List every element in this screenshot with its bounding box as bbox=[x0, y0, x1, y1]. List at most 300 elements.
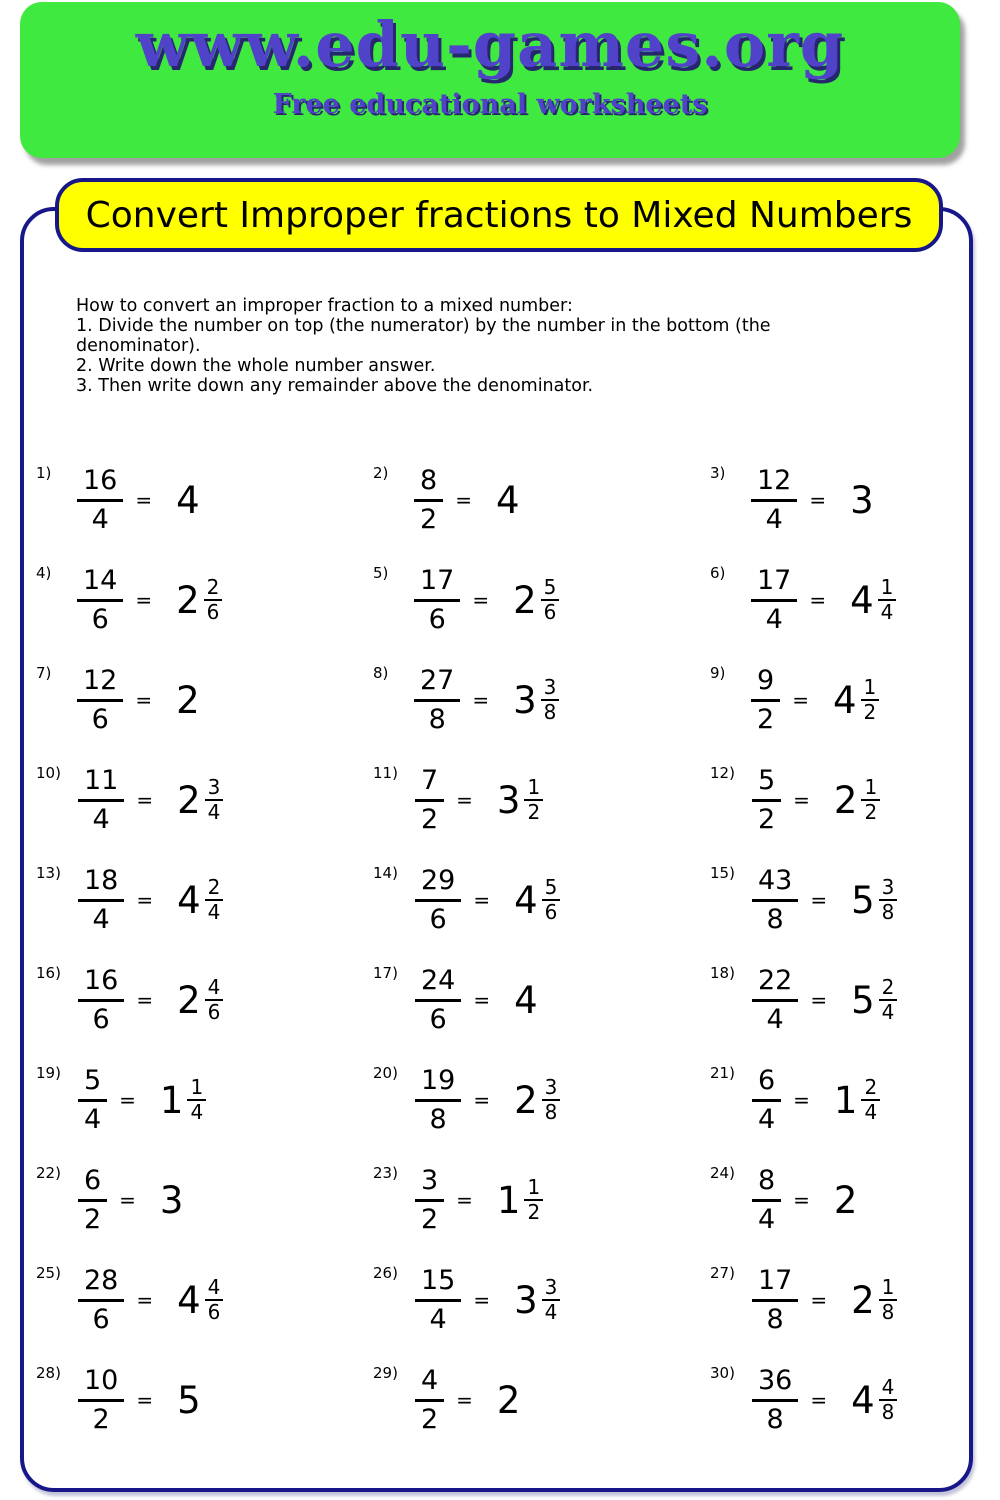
answer-fraction bbox=[205, 1277, 224, 1323]
answer-fraction-numerator: 3 bbox=[542, 1077, 561, 1101]
improper-fraction bbox=[752, 966, 798, 1035]
problem bbox=[24, 650, 361, 750]
answer bbox=[160, 1077, 206, 1123]
fraction-denominator: 4 bbox=[765, 503, 783, 535]
answer bbox=[514, 1277, 560, 1323]
site-tagline: Free educational worksheets bbox=[272, 89, 708, 120]
problem-number: 8) bbox=[373, 664, 389, 682]
answer-fraction-numerator: 4 bbox=[205, 1277, 224, 1301]
fraction-numerator: 15 bbox=[415, 1266, 461, 1302]
instruction-step-1: 1. Divide the number on top (the numerator) by the number in the bottom (the denominator). bbox=[76, 316, 771, 356]
problem bbox=[698, 1150, 964, 1250]
answer bbox=[834, 1077, 880, 1123]
answer-fraction-numerator: 5 bbox=[542, 877, 561, 901]
improper-fraction bbox=[415, 1066, 461, 1135]
instructions bbox=[76, 296, 824, 396]
answer bbox=[497, 777, 543, 823]
fraction-numerator: 14 bbox=[77, 566, 123, 602]
answer bbox=[513, 577, 559, 623]
answer-whole-number: 2 bbox=[851, 1278, 875, 1322]
fraction-numerator: 3 bbox=[415, 1166, 444, 1202]
fraction-numerator: 16 bbox=[78, 966, 124, 1002]
problem-number: 15) bbox=[710, 864, 735, 882]
answer-fraction-denominator: 6 bbox=[206, 600, 220, 624]
fraction-numerator: 11 bbox=[78, 766, 124, 802]
fraction-denominator: 6 bbox=[91, 703, 109, 735]
answer-fraction bbox=[879, 1377, 898, 1423]
answer-fraction bbox=[861, 777, 880, 823]
answer bbox=[177, 977, 223, 1023]
improper-fraction bbox=[78, 1266, 124, 1335]
improper-fraction bbox=[415, 1266, 461, 1335]
equals-sign: = bbox=[456, 788, 473, 812]
problem-number: 10) bbox=[36, 764, 61, 782]
answer-fraction-denominator: 6 bbox=[544, 900, 558, 924]
improper-fraction bbox=[78, 1366, 124, 1435]
improper-fraction bbox=[751, 666, 780, 735]
fraction-denominator: 2 bbox=[420, 803, 439, 835]
equals-sign: = bbox=[135, 688, 153, 712]
answer bbox=[851, 877, 897, 923]
improper-fraction bbox=[78, 966, 124, 1035]
answer bbox=[160, 1179, 184, 1222]
answer-whole-number: 4 bbox=[495, 478, 520, 522]
fraction-denominator: 8 bbox=[766, 1303, 784, 1335]
problem-number: 21) bbox=[710, 1064, 735, 1082]
problem bbox=[24, 1350, 361, 1450]
answer-fraction bbox=[879, 1277, 898, 1323]
improper-fraction bbox=[415, 1166, 444, 1235]
answer-fraction bbox=[541, 677, 560, 723]
site-url: www.edu-games.org bbox=[135, 8, 845, 81]
fraction-numerator: 4 bbox=[415, 1366, 444, 1402]
improper-fraction bbox=[414, 466, 443, 535]
answer-fraction-denominator: 2 bbox=[527, 800, 541, 824]
answer bbox=[851, 977, 897, 1023]
worksheet-title: Convert Improper fractions to Mixed Numbers bbox=[85, 194, 913, 236]
problems-grid bbox=[24, 450, 964, 1450]
problem-number: 1) bbox=[36, 464, 52, 482]
improper-fraction bbox=[415, 866, 461, 935]
problem bbox=[361, 1350, 698, 1450]
problem bbox=[24, 450, 361, 550]
problem-number: 25) bbox=[36, 1264, 61, 1282]
fraction-denominator: 2 bbox=[757, 703, 775, 735]
problem-number: 18) bbox=[710, 964, 735, 982]
answer-fraction-numerator: 1 bbox=[861, 677, 880, 701]
answer-fraction-numerator: 1 bbox=[524, 777, 543, 801]
equals-sign: = bbox=[119, 1088, 136, 1112]
answer-fraction-numerator: 2 bbox=[861, 1077, 880, 1101]
answer-fraction-numerator: 1 bbox=[187, 1077, 206, 1101]
answer-fraction-denominator: 8 bbox=[881, 900, 895, 924]
fraction-denominator: 2 bbox=[420, 1403, 439, 1435]
answer-fraction bbox=[542, 1077, 561, 1123]
answer bbox=[514, 877, 560, 923]
answer-whole-number: 1 bbox=[496, 1178, 521, 1222]
problem-number: 13) bbox=[36, 864, 61, 882]
fraction-numerator: 12 bbox=[751, 466, 797, 502]
problem-number: 5) bbox=[373, 564, 389, 582]
answer-fraction bbox=[861, 1077, 880, 1123]
fraction-numerator: 17 bbox=[751, 566, 797, 602]
fraction-numerator: 10 bbox=[78, 1366, 124, 1402]
problem bbox=[361, 1050, 698, 1150]
fraction-numerator: 9 bbox=[751, 666, 780, 702]
answer-fraction-numerator: 3 bbox=[205, 777, 224, 801]
improper-fraction bbox=[77, 566, 123, 635]
fraction-numerator: 5 bbox=[78, 1066, 107, 1102]
equals-sign: = bbox=[136, 1288, 154, 1312]
problem bbox=[24, 1250, 361, 1350]
answer-whole-number: 4 bbox=[514, 978, 538, 1022]
answer-fraction-numerator: 4 bbox=[205, 977, 224, 1001]
problem bbox=[24, 850, 361, 950]
problem bbox=[361, 750, 698, 850]
answer bbox=[177, 777, 223, 823]
answer bbox=[177, 877, 223, 923]
answer-fraction bbox=[524, 777, 543, 823]
answer-fraction bbox=[541, 577, 560, 623]
answer-whole-number: 4 bbox=[177, 1278, 201, 1322]
answer bbox=[850, 577, 896, 623]
answer-whole-number: 2 bbox=[513, 578, 537, 622]
answer-fraction-numerator: 1 bbox=[879, 1277, 898, 1301]
fraction-numerator: 22 bbox=[752, 966, 798, 1002]
answer bbox=[834, 1179, 858, 1222]
answer bbox=[497, 1379, 521, 1422]
fraction-numerator: 28 bbox=[78, 1266, 124, 1302]
fraction-denominator: 4 bbox=[766, 1003, 784, 1035]
answer-fraction-denominator: 4 bbox=[544, 1300, 558, 1324]
fraction-denominator: 4 bbox=[765, 603, 783, 635]
answer-fraction-denominator: 4 bbox=[864, 1100, 878, 1124]
problem-number: 9) bbox=[710, 664, 726, 682]
improper-fraction bbox=[415, 966, 461, 1035]
answer-fraction-denominator: 8 bbox=[881, 1400, 895, 1424]
equals-sign: = bbox=[809, 588, 827, 612]
problem-number: 22) bbox=[36, 1164, 61, 1182]
answer-whole-number: 3 bbox=[514, 1278, 538, 1322]
improper-fraction bbox=[414, 566, 460, 635]
problem bbox=[24, 1150, 361, 1250]
equals-sign: = bbox=[136, 888, 154, 912]
answer-fraction-numerator: 2 bbox=[204, 577, 223, 601]
answer-fraction-denominator: 2 bbox=[864, 800, 878, 824]
equals-sign: = bbox=[456, 1388, 473, 1412]
problem bbox=[361, 450, 698, 550]
answer bbox=[177, 1379, 201, 1422]
answer-fraction-denominator: 2 bbox=[863, 700, 877, 724]
answer bbox=[851, 1277, 897, 1323]
answer-whole-number: 2 bbox=[177, 778, 201, 822]
problem bbox=[698, 1050, 964, 1150]
fraction-numerator: 36 bbox=[752, 1366, 798, 1402]
problem bbox=[361, 850, 698, 950]
answer-fraction-numerator: 1 bbox=[878, 577, 897, 601]
answer-whole-number: 5 bbox=[851, 878, 875, 922]
answer bbox=[834, 777, 880, 823]
fraction-denominator: 6 bbox=[92, 1303, 110, 1335]
fraction-numerator: 16 bbox=[77, 466, 123, 502]
answer bbox=[176, 679, 200, 722]
answer bbox=[850, 479, 874, 522]
fraction-numerator: 8 bbox=[752, 1166, 781, 1202]
equals-sign: = bbox=[472, 688, 490, 712]
equals-sign: = bbox=[810, 888, 828, 912]
problem bbox=[361, 1150, 698, 1250]
fraction-denominator: 6 bbox=[428, 603, 446, 635]
fraction-denominator: 6 bbox=[92, 1003, 110, 1035]
worksheet-title-bar bbox=[55, 178, 943, 252]
answer-fraction bbox=[542, 1277, 561, 1323]
improper-fraction bbox=[414, 666, 460, 735]
fraction-numerator: 7 bbox=[415, 766, 444, 802]
problem-number: 29) bbox=[373, 1364, 398, 1382]
equals-sign: = bbox=[136, 988, 154, 1012]
answer-fraction-denominator: 6 bbox=[207, 1300, 221, 1324]
problem-number: 30) bbox=[710, 1364, 735, 1382]
fraction-numerator: 18 bbox=[78, 866, 124, 902]
fraction-denominator: 8 bbox=[429, 1103, 447, 1135]
answer bbox=[496, 479, 520, 522]
problem bbox=[698, 950, 964, 1050]
answer-fraction-denominator: 8 bbox=[881, 1300, 895, 1324]
fraction-numerator: 29 bbox=[415, 866, 461, 902]
equals-sign: = bbox=[792, 688, 809, 712]
equals-sign: = bbox=[473, 888, 491, 912]
problem-number: 2) bbox=[373, 464, 389, 482]
instruction-step-3: 3. Then write down any remainder above the denominator. bbox=[76, 376, 594, 396]
problem-number: 12) bbox=[710, 764, 735, 782]
improper-fraction bbox=[752, 1166, 781, 1235]
answer-fraction-denominator: 8 bbox=[543, 700, 557, 724]
problem bbox=[24, 950, 361, 1050]
improper-fraction bbox=[415, 1366, 444, 1435]
equals-sign: = bbox=[793, 1188, 810, 1212]
answer-whole-number: 4 bbox=[850, 578, 874, 622]
answer-whole-number: 2 bbox=[496, 1378, 521, 1422]
answer-whole-number: 1 bbox=[159, 1078, 184, 1122]
site-header-banner bbox=[20, 2, 960, 158]
fraction-denominator: 4 bbox=[757, 1103, 776, 1135]
answer bbox=[176, 479, 200, 522]
improper-fraction bbox=[78, 766, 124, 835]
fraction-denominator: 6 bbox=[91, 603, 109, 635]
equals-sign: = bbox=[136, 788, 154, 812]
equals-sign: = bbox=[135, 588, 153, 612]
answer-whole-number: 5 bbox=[851, 978, 875, 1022]
problem-number: 6) bbox=[710, 564, 726, 582]
equals-sign: = bbox=[809, 488, 827, 512]
answer-fraction-numerator: 3 bbox=[879, 877, 898, 901]
problem-number: 4) bbox=[36, 564, 52, 582]
answer-whole-number: 3 bbox=[159, 1178, 184, 1222]
fraction-denominator: 2 bbox=[420, 1203, 439, 1235]
fraction-numerator: 27 bbox=[414, 666, 460, 702]
answer-whole-number: 4 bbox=[832, 678, 857, 722]
fraction-denominator: 6 bbox=[429, 903, 447, 935]
answer-whole-number: 4 bbox=[514, 878, 538, 922]
problem-number: 17) bbox=[373, 964, 398, 982]
answer-whole-number: 4 bbox=[177, 878, 201, 922]
problem-number: 16) bbox=[36, 964, 61, 982]
equals-sign: = bbox=[473, 1288, 491, 1312]
answer-whole-number: 2 bbox=[833, 778, 858, 822]
answer-fraction bbox=[205, 777, 224, 823]
fraction-denominator: 8 bbox=[766, 1403, 784, 1435]
improper-fraction bbox=[78, 1066, 107, 1135]
equals-sign: = bbox=[472, 588, 490, 612]
problem-number: 24) bbox=[710, 1164, 735, 1182]
answer-fraction-numerator: 3 bbox=[542, 1277, 561, 1301]
answer-fraction bbox=[861, 677, 880, 723]
problem bbox=[24, 550, 361, 650]
fraction-numerator: 12 bbox=[77, 666, 123, 702]
improper-fraction bbox=[752, 1066, 781, 1135]
answer-fraction bbox=[879, 877, 898, 923]
equals-sign: = bbox=[473, 1088, 491, 1112]
answer-whole-number: 2 bbox=[514, 1078, 538, 1122]
answer-whole-number: 4 bbox=[176, 478, 200, 522]
problem-number: 26) bbox=[373, 1264, 398, 1282]
answer-fraction bbox=[205, 977, 224, 1023]
problem bbox=[24, 1050, 361, 1150]
problem bbox=[24, 750, 361, 850]
problem-number: 19) bbox=[36, 1064, 61, 1082]
answer-fraction-denominator: 4 bbox=[207, 900, 221, 924]
fraction-denominator: 2 bbox=[420, 503, 438, 535]
fraction-numerator: 17 bbox=[752, 1266, 798, 1302]
fraction-denominator: 2 bbox=[83, 1203, 102, 1235]
equals-sign: = bbox=[793, 1088, 810, 1112]
answer-whole-number: 4 bbox=[851, 1378, 875, 1422]
answer-whole-number: 3 bbox=[513, 678, 537, 722]
problem bbox=[698, 1350, 964, 1450]
answer bbox=[833, 677, 879, 723]
problem-number: 14) bbox=[373, 864, 398, 882]
problem bbox=[698, 850, 964, 950]
equals-sign: = bbox=[473, 988, 491, 1012]
fraction-denominator: 4 bbox=[757, 1203, 776, 1235]
fraction-numerator: 43 bbox=[752, 866, 798, 902]
answer-fraction-denominator: 6 bbox=[207, 1000, 221, 1024]
equals-sign: = bbox=[456, 1188, 473, 1212]
answer bbox=[514, 979, 538, 1022]
answer-fraction bbox=[204, 577, 223, 623]
instruction-step-2: 2. Write down the whole number answer. bbox=[76, 356, 436, 376]
fraction-denominator: 8 bbox=[428, 703, 446, 735]
problem-number: 11) bbox=[373, 764, 398, 782]
fraction-denominator: 4 bbox=[92, 903, 110, 935]
problem-number: 28) bbox=[36, 1364, 61, 1382]
problem bbox=[361, 950, 698, 1050]
fraction-numerator: 17 bbox=[414, 566, 460, 602]
improper-fraction bbox=[752, 1266, 798, 1335]
answer-fraction-numerator: 1 bbox=[861, 777, 880, 801]
improper-fraction bbox=[77, 666, 123, 735]
answer bbox=[176, 577, 222, 623]
answer-fraction-denominator: 4 bbox=[881, 1000, 895, 1024]
answer-whole-number: 2 bbox=[176, 578, 200, 622]
answer-fraction-denominator: 4 bbox=[880, 600, 894, 624]
problem bbox=[698, 750, 964, 850]
answer-fraction-numerator: 5 bbox=[541, 577, 560, 601]
answer-fraction bbox=[524, 1177, 543, 1223]
answer bbox=[177, 1277, 223, 1323]
problem-number: 7) bbox=[36, 664, 52, 682]
fraction-numerator: 5 bbox=[752, 766, 781, 802]
answer-fraction-numerator: 4 bbox=[879, 1377, 898, 1401]
answer-fraction-denominator: 4 bbox=[190, 1100, 204, 1124]
fraction-denominator: 4 bbox=[83, 1103, 102, 1135]
answer-fraction-numerator: 2 bbox=[879, 977, 898, 1001]
problem-number: 20) bbox=[373, 1064, 398, 1082]
answer-whole-number: 3 bbox=[496, 778, 521, 822]
answer-fraction-numerator: 2 bbox=[205, 877, 224, 901]
fraction-denominator: 2 bbox=[757, 803, 776, 835]
answer-whole-number: 2 bbox=[833, 1178, 858, 1222]
equals-sign: = bbox=[135, 488, 153, 512]
fraction-denominator: 4 bbox=[91, 503, 109, 535]
problem-number: 27) bbox=[710, 1264, 735, 1282]
answer-fraction bbox=[542, 877, 561, 923]
problem-number: 3) bbox=[710, 464, 726, 482]
answer bbox=[513, 677, 559, 723]
fraction-numerator: 8 bbox=[414, 466, 443, 502]
answer-whole-number: 1 bbox=[833, 1078, 858, 1122]
answer-fraction bbox=[187, 1077, 206, 1123]
problem bbox=[361, 550, 698, 650]
problem bbox=[698, 550, 964, 650]
problem bbox=[361, 1250, 698, 1350]
problem-number: 23) bbox=[373, 1164, 398, 1182]
improper-fraction bbox=[78, 866, 124, 935]
answer-fraction bbox=[878, 577, 897, 623]
equals-sign: = bbox=[810, 988, 828, 1012]
fraction-denominator: 2 bbox=[92, 1403, 110, 1435]
answer bbox=[514, 1077, 560, 1123]
equals-sign: = bbox=[810, 1388, 828, 1412]
answer-fraction-numerator: 1 bbox=[524, 1177, 543, 1201]
equals-sign: = bbox=[119, 1188, 136, 1212]
improper-fraction bbox=[752, 866, 798, 935]
answer-fraction-denominator: 8 bbox=[544, 1100, 558, 1124]
answer-fraction bbox=[205, 877, 224, 923]
fraction-denominator: 6 bbox=[429, 1003, 447, 1035]
improper-fraction bbox=[77, 466, 123, 535]
improper-fraction bbox=[415, 766, 444, 835]
answer-fraction-numerator: 3 bbox=[541, 677, 560, 701]
answer-whole-number: 3 bbox=[850, 478, 874, 522]
answer-whole-number: 2 bbox=[176, 678, 200, 722]
improper-fraction bbox=[78, 1166, 107, 1235]
problem bbox=[698, 650, 964, 750]
fraction-numerator: 6 bbox=[78, 1166, 107, 1202]
answer-fraction bbox=[879, 977, 898, 1023]
answer bbox=[497, 1177, 543, 1223]
equals-sign: = bbox=[810, 1288, 828, 1312]
answer-fraction-denominator: 2 bbox=[527, 1200, 541, 1224]
fraction-denominator: 4 bbox=[92, 803, 110, 835]
fraction-denominator: 4 bbox=[429, 1303, 447, 1335]
fraction-numerator: 6 bbox=[752, 1066, 781, 1102]
problem bbox=[698, 1250, 964, 1350]
answer-whole-number: 2 bbox=[177, 978, 201, 1022]
improper-fraction bbox=[751, 566, 797, 635]
fraction-denominator: 8 bbox=[766, 903, 784, 935]
problem bbox=[361, 650, 698, 750]
